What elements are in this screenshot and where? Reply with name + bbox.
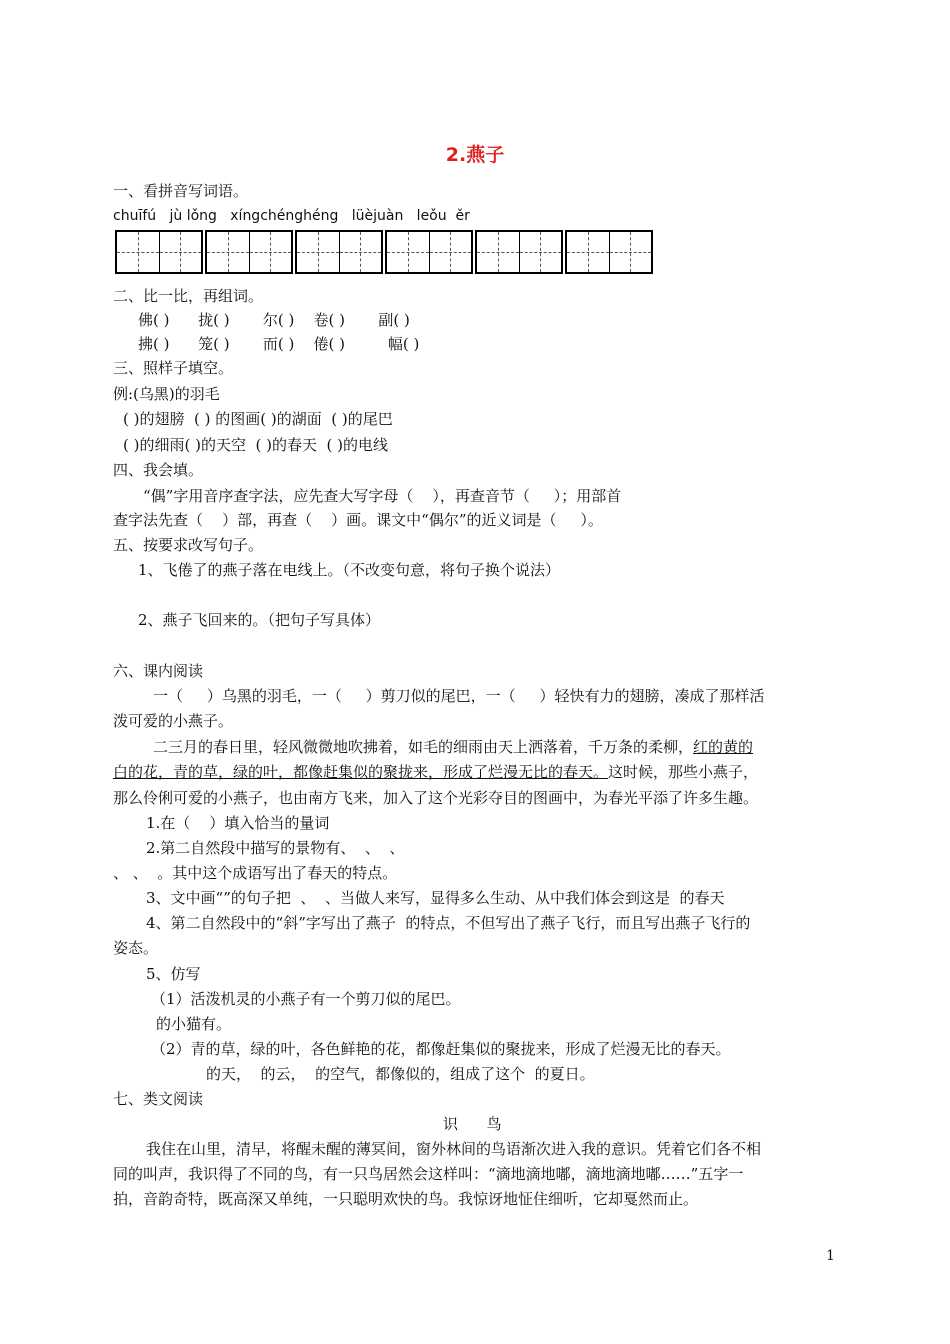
imitation-2-blank: 的天， 的云， 的空气，都像似的，组成了这个 的夏日。 xyxy=(206,1065,595,1083)
section-4-line-1: “偶”字用音序查字法，应先查大写字母（ ），再查音节（ ）；用部首 xyxy=(143,487,622,505)
article-line-2: 同的叫声，我识得了不同的鸟，有一只鸟居然会这样叫：“滴地滴地嘟，滴地滴地嘟……”五字一 xyxy=(113,1165,744,1183)
page-number: 1 xyxy=(826,1248,835,1264)
writing-grid xyxy=(115,230,655,274)
section-5-heading: 五、按要求改写句子。 xyxy=(113,536,264,554)
compare-row-2: 拂( ) 笼( ) 而( ) 倦( ) 幅( ) xyxy=(138,335,420,353)
grid-box[interactable] xyxy=(385,230,473,274)
pinyin-line: chuīfú jù lǒng xíngchénghéng lüèjuàn leǒu ěr xyxy=(113,208,470,224)
underlined-sentence: 红的黄的 xyxy=(693,738,754,756)
section-4-line-2: 查字法先查（ ）部，再查（ ）画。课文中“偶尔”的近义词是（ ）。 xyxy=(113,511,603,529)
grid-box[interactable] xyxy=(115,230,203,274)
underlined-sentence: 白的花，青的草，绿的叶，都像赶集似的聚拢来，形成了烂漫无比的春天。 xyxy=(113,763,609,781)
reading-question-1: 1.在（ ）填入恰当的量词 xyxy=(146,814,330,832)
reading-question-4-cont: 姿态。 xyxy=(113,939,159,957)
reading-p1-line-2: 泼可爱的小燕子。 xyxy=(113,712,234,730)
page-title: 2.燕子 xyxy=(445,144,505,166)
reading-text: 二三月的春日里，轻风微微地吹拂着，如毛的细雨由天上洒落着，千万条的柔柳， xyxy=(153,738,694,756)
reading-question-4: 4、第二自然段中的“斜”字写出了燕子 的特点，不但写出了燕子飞行，而且写出燕子飞行的 xyxy=(146,914,751,932)
grid-box[interactable] xyxy=(205,230,293,274)
reading-p1-line-1: 一（ ）乌黑的羽毛，一（ ）剪刀似的尾巴，一（ ）轻快有力的翅膀，凑成了那样活 xyxy=(153,687,765,705)
grid-box[interactable] xyxy=(295,230,383,274)
reading-p2-line-1 xyxy=(153,737,753,757)
imitation-2: （2）青的草，绿的叶，各色鲜艳的花，都像赶集似的聚拢来，形成了烂漫无比的春天。 xyxy=(151,1040,731,1058)
reading-question-2-cont: 、 、 。其中这个成语写出了春天的特点。 xyxy=(113,864,398,882)
reading-question-2: 2.第二自然段中描写的景物有、 、 、 xyxy=(146,839,405,857)
section-1-heading: 一、看拼音写词语。 xyxy=(113,182,249,200)
section-2-heading: 二、比一比，再组词。 xyxy=(113,287,264,305)
section-6-heading: 六、课内阅读 xyxy=(113,662,204,680)
section-4-heading: 四、我会填。 xyxy=(113,461,204,479)
fill-row-1: ( )的翅膀 ( ) 的图画( )的湖面 ( )的尾巴 xyxy=(123,410,393,428)
compare-row-1: 佛( ) 拢( ) 尔( ) 卷( ) 副( ) xyxy=(138,311,410,329)
grid-box[interactable] xyxy=(475,230,563,274)
rewrite-question-1: 1、飞倦了的燕子落在电线上。（不改变句意，将句子换个说法） xyxy=(138,561,561,579)
fill-row-2: ( )的细雨( )的天空 ( )的春天 ( )的电线 xyxy=(123,436,388,454)
article-line-1: 我住在山里，清早，将醒未醒的薄冥间，窗外林间的鸟语渐次进入我的意识。凭着它们各不相 xyxy=(146,1140,762,1158)
example-line: 例:(乌黑)的羽毛 xyxy=(113,385,220,403)
section-3-heading: 三、照样子填空。 xyxy=(113,359,234,377)
reading-text: 这时候，那些小燕子， xyxy=(608,763,759,781)
reading-question-3: 3、文中画“”的句子把 、 、当做人来写，显得多么生动、从中我们体会到这是 的春天 xyxy=(146,889,725,907)
section-7-heading: 七、类文阅读 xyxy=(113,1090,204,1108)
reading-question-5: 5、仿写 xyxy=(146,965,201,983)
reading-p2-line-2 xyxy=(113,762,758,782)
rewrite-question-2: 2、燕子飞回来的。（把句子写具体） xyxy=(138,611,381,629)
imitation-1-blank: 的小猫有。 xyxy=(156,1015,232,1033)
article-line-3: 拍，音韵奇特，既高深又单纯，一只聪明欢快的鸟。我惊讶地怔住细听，它却戛然而止。 xyxy=(113,1190,699,1208)
article-title: 识 鸟 xyxy=(443,1115,502,1133)
reading-p2-line-3: 那么伶俐可爱的小燕子，也由南方飞来，加入了这个光彩夺目的图画中，为春光平添了许多生趣。 xyxy=(113,789,759,807)
grid-box[interactable] xyxy=(565,230,653,274)
imitation-1: （1）活泼机灵的小燕子有一个剪刀似的尾巴。 xyxy=(151,990,461,1008)
